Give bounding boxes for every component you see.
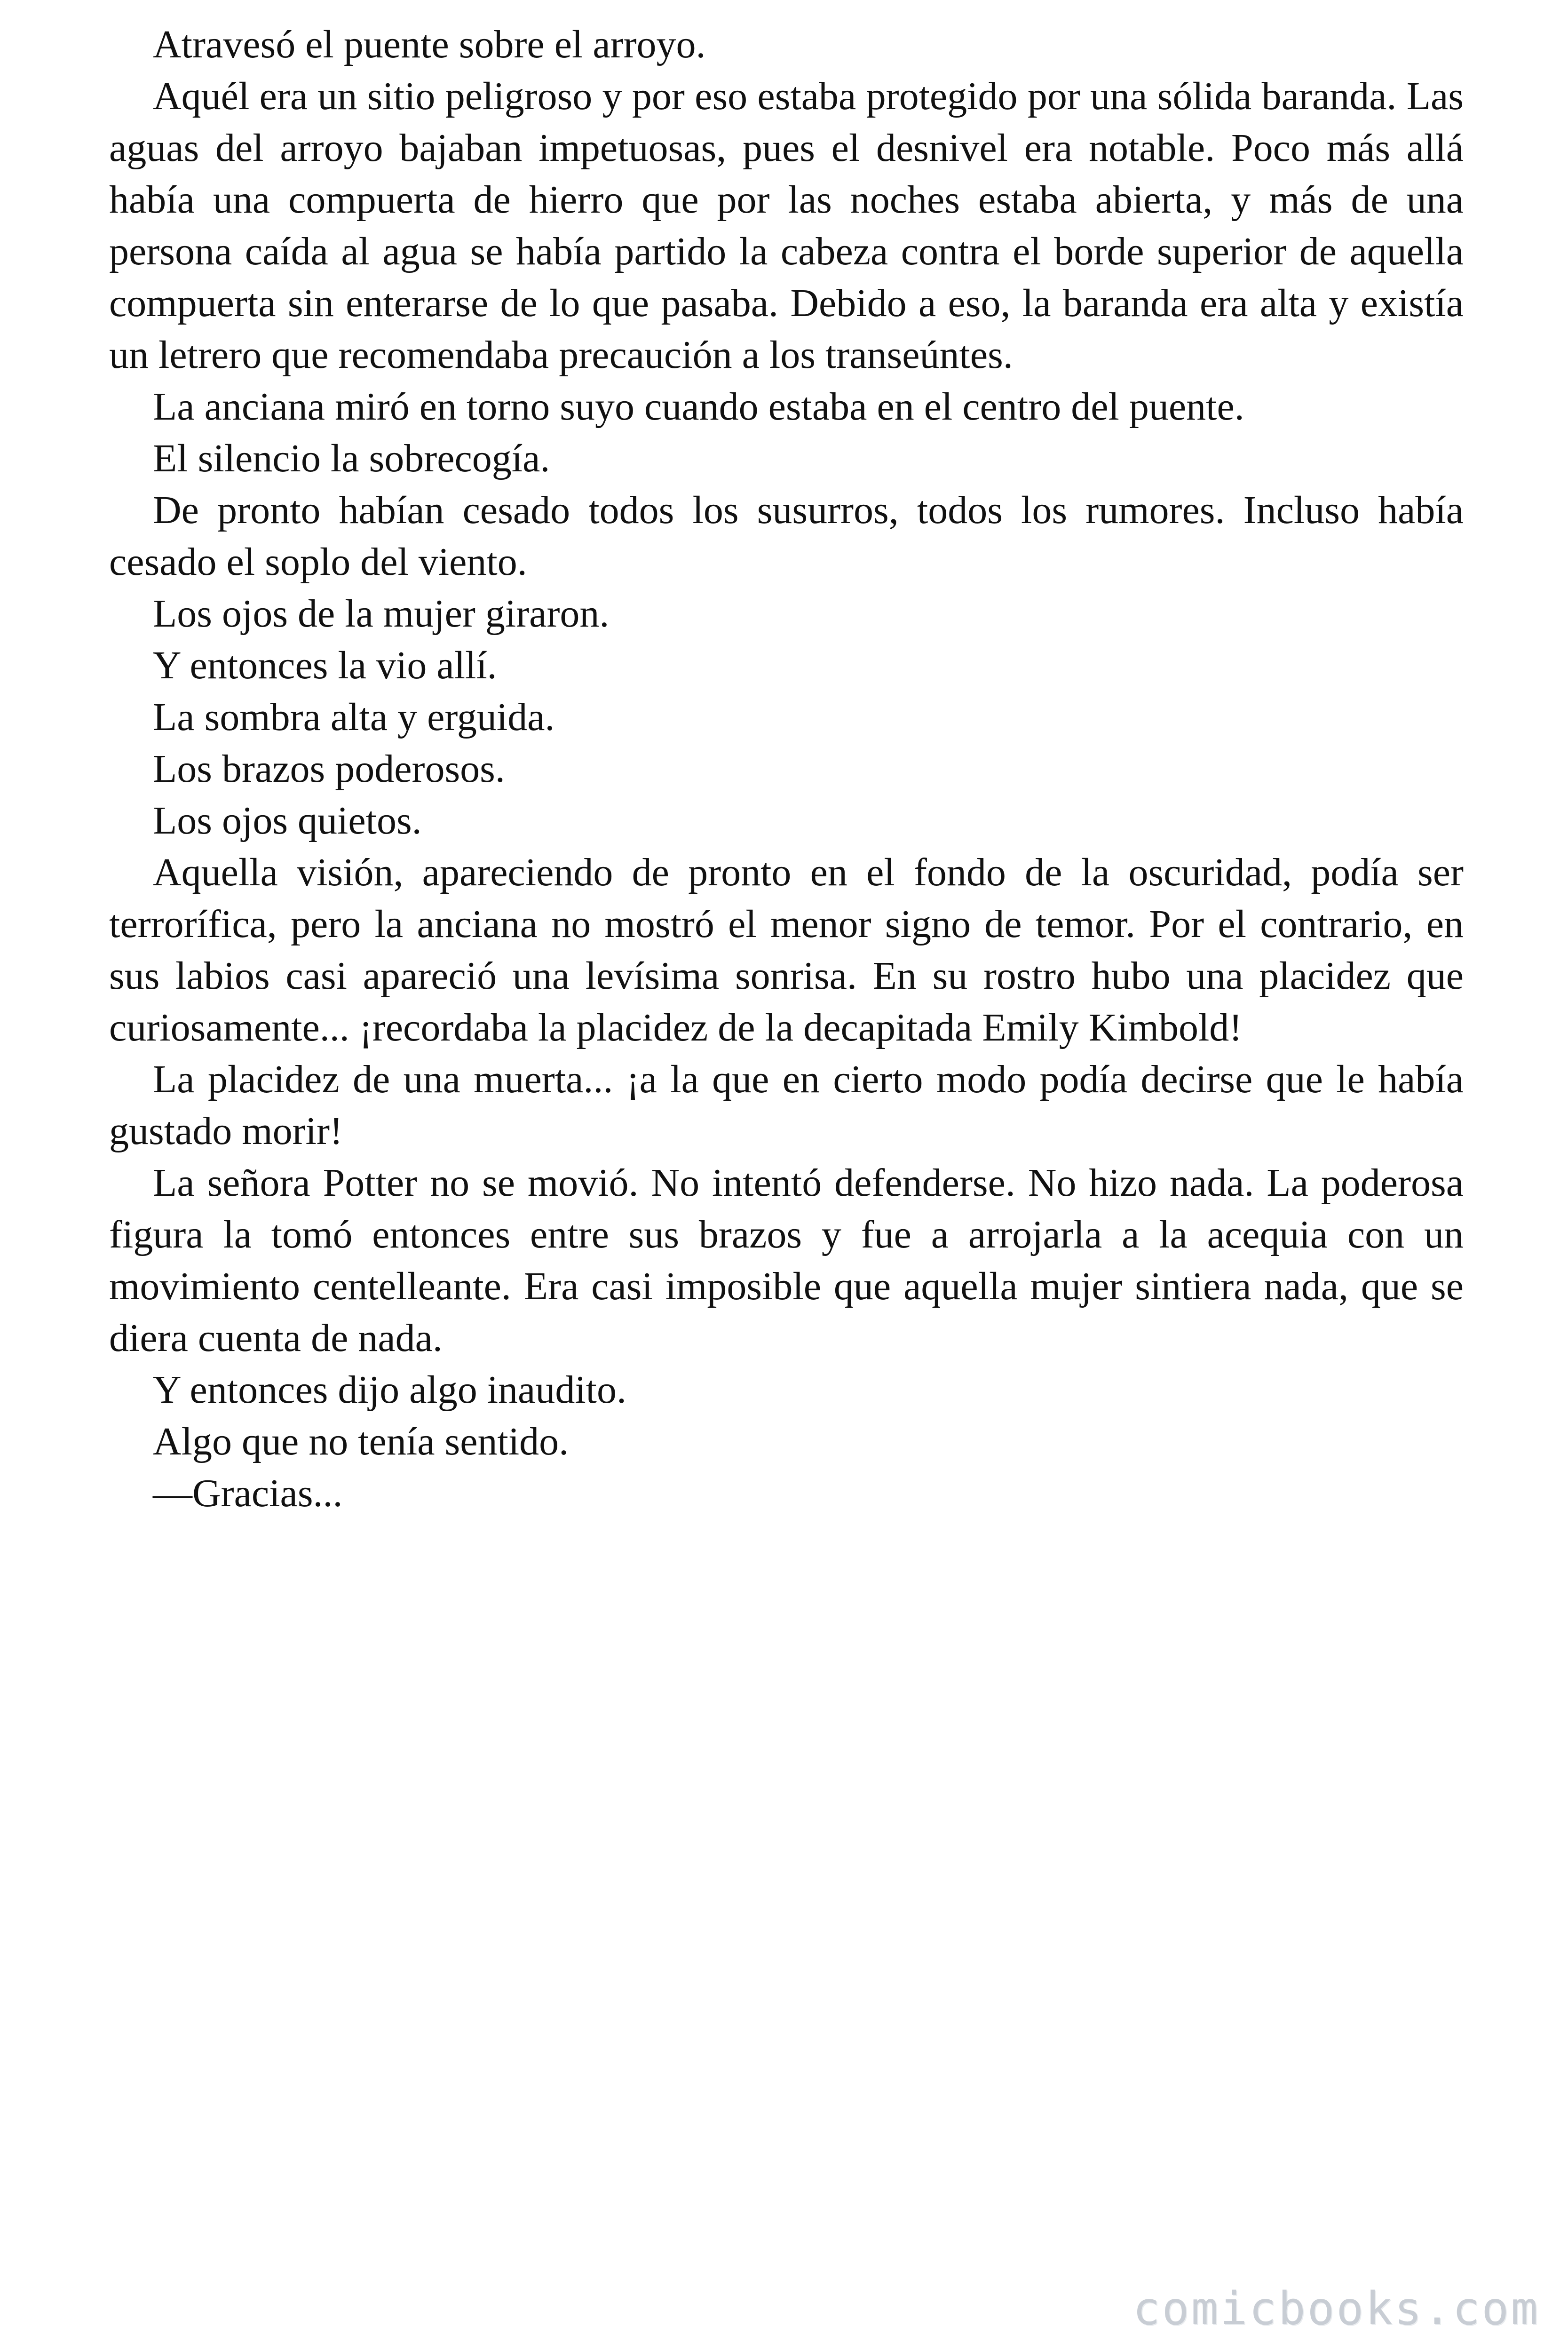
paragraph: El silencio la sobrecogía. (153, 437, 550, 480)
paragraph: Y entonces dijo algo inaudito. (153, 1368, 627, 1412)
paragraph: Algo que no tenía sentido. (153, 1420, 569, 1463)
paragraph: Los ojos quietos. (153, 799, 422, 842)
paragraph: —Gracias... (153, 1471, 343, 1515)
paragraph: La placidez de una muerta... ¡a la que en cierto modo podía decirse que le había gustado morir! (109, 1057, 1464, 1153)
paragraph: La sombra alta y erguida. (153, 695, 555, 739)
book-page (109, 19, 1464, 1519)
paragraph: Atravesó el puente sobre el arroyo. (153, 23, 706, 66)
paragraph: Los brazos poderosos. (153, 747, 505, 791)
paragraph: Y entonces la vio allí. (153, 644, 497, 687)
paragraph: La señora Potter no se movió. No intentó defenderse. No hizo nada. La poderosa figura la tomó entonces entre sus brazos y fue a arrojarla a la acequia con un movimiento centelleante. Era casi imposible que aquella mujer sintiera nada, que se diera cuenta de nada. (109, 1161, 1464, 1360)
watermark: comicbooks.com (1132, 2282, 1540, 2335)
paragraph: Aquella visión, apareciendo de pronto en el fondo de la oscuridad, podía ser terrorífica, pero la anciana no mostró el menor signo de temor. Por el contrario, en sus labios casi apareció una levísima sonrisa. En su rostro hubo una placidez que curiosamente... ¡recordaba la placidez de la decapitada Emily Kimbold! (109, 850, 1464, 1049)
paragraph: La anciana miró en torno suyo cuando estaba en el centro del puente. (153, 385, 1244, 429)
paragraph: De pronto habían cesado todos los susurros, todos los rumores. Incluso había cesado el soplo del viento. (109, 488, 1464, 584)
paragraph: Los ojos de la mujer giraron. (153, 592, 610, 636)
paragraph: Aquél era un sitio peligroso y por eso estaba protegido por una sólida baranda. Las aguas del arroyo bajaban impetuosas, pues el desnivel era notable. Poco más allá había una compuerta de hierro que por las noches estaba abierta, y más de una persona caída al agua se había partido la cabeza contra el borde superior de aquella compuerta sin enterarse de lo que pasaba. Debido a eso, la baranda era alta y existía un letrero que recomendaba precaución a los transeúntes. (109, 74, 1464, 377)
